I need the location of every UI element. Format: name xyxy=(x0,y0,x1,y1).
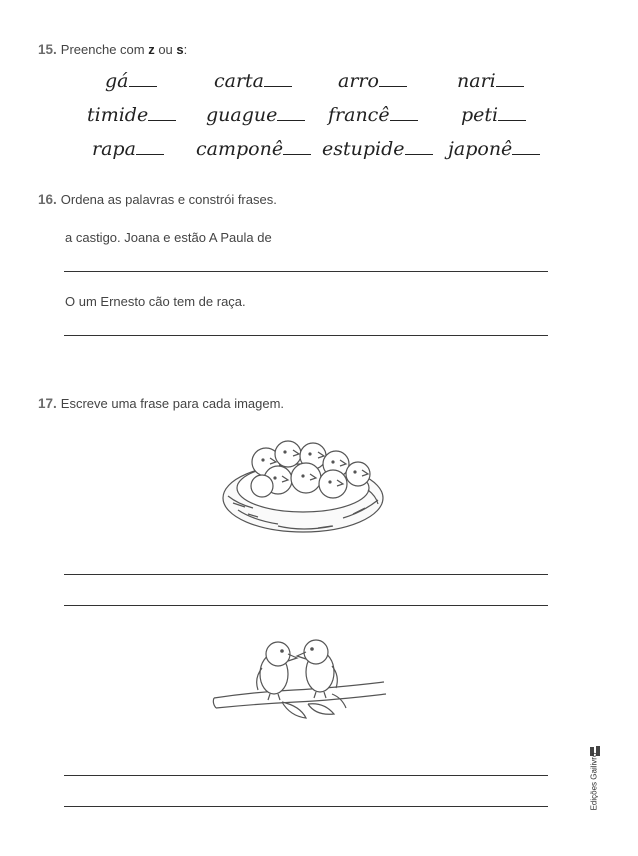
question-text: Ordena as palavras e constrói frases. xyxy=(60,192,277,207)
scrambled-sentence: a castigo. Joana e estão A Paula de xyxy=(65,230,272,245)
question-number: 16. xyxy=(38,192,57,207)
fill-word: arro xyxy=(338,70,407,92)
fill-word: nari xyxy=(457,70,524,92)
answer-line[interactable] xyxy=(64,574,548,575)
publisher-mark xyxy=(584,745,604,825)
fill-word: guague xyxy=(206,104,305,126)
blank-slot[interactable] xyxy=(277,120,305,121)
blank-slot[interactable] xyxy=(136,154,164,155)
letter-s: s xyxy=(176,42,184,57)
question-number: 17. xyxy=(38,396,57,411)
nest-chicks-image xyxy=(218,418,388,540)
fill-word: francê xyxy=(328,104,418,126)
fill-word: japonê xyxy=(448,138,540,160)
blank-slot[interactable] xyxy=(390,120,418,121)
blank-slot[interactable] xyxy=(379,86,407,87)
publisher-name: Edições Gailivro xyxy=(589,752,599,811)
letter-z: z xyxy=(148,42,155,57)
blank-slot[interactable] xyxy=(512,154,540,155)
answer-line[interactable] xyxy=(64,605,548,606)
blank-slot[interactable] xyxy=(129,86,157,87)
fill-word: peti xyxy=(461,104,526,126)
answer-line[interactable] xyxy=(64,335,548,336)
fill-word: carta xyxy=(214,70,292,92)
blank-slot[interactable] xyxy=(148,120,176,121)
answer-line[interactable] xyxy=(64,806,548,807)
answer-line[interactable] xyxy=(64,775,548,776)
question-15: 15. Preenche com z ou s: xyxy=(38,42,188,57)
blank-slot[interactable] xyxy=(405,154,433,155)
question-text: Preenche com xyxy=(60,42,149,57)
fill-word: timide xyxy=(87,104,176,126)
question-17 xyxy=(38,396,284,411)
answer-line[interactable] xyxy=(64,271,548,272)
blank-slot[interactable] xyxy=(283,154,311,155)
fill-word: estupide xyxy=(322,138,433,160)
blank-slot[interactable] xyxy=(496,86,524,87)
question-text: Escreve uma frase para cada imagem. xyxy=(60,396,285,411)
fill-word: camponê xyxy=(196,138,311,160)
blank-slot[interactable] xyxy=(498,120,526,121)
scrambled-sentence: O um Ernesto cão tem de raça. xyxy=(65,294,246,309)
question-number: 15. xyxy=(38,42,57,57)
fill-word: gá xyxy=(105,70,157,92)
question-16 xyxy=(38,192,277,207)
blank-slot[interactable] xyxy=(264,86,292,87)
fill-word: rapa xyxy=(92,138,164,160)
birds-on-branch-image xyxy=(212,628,388,732)
